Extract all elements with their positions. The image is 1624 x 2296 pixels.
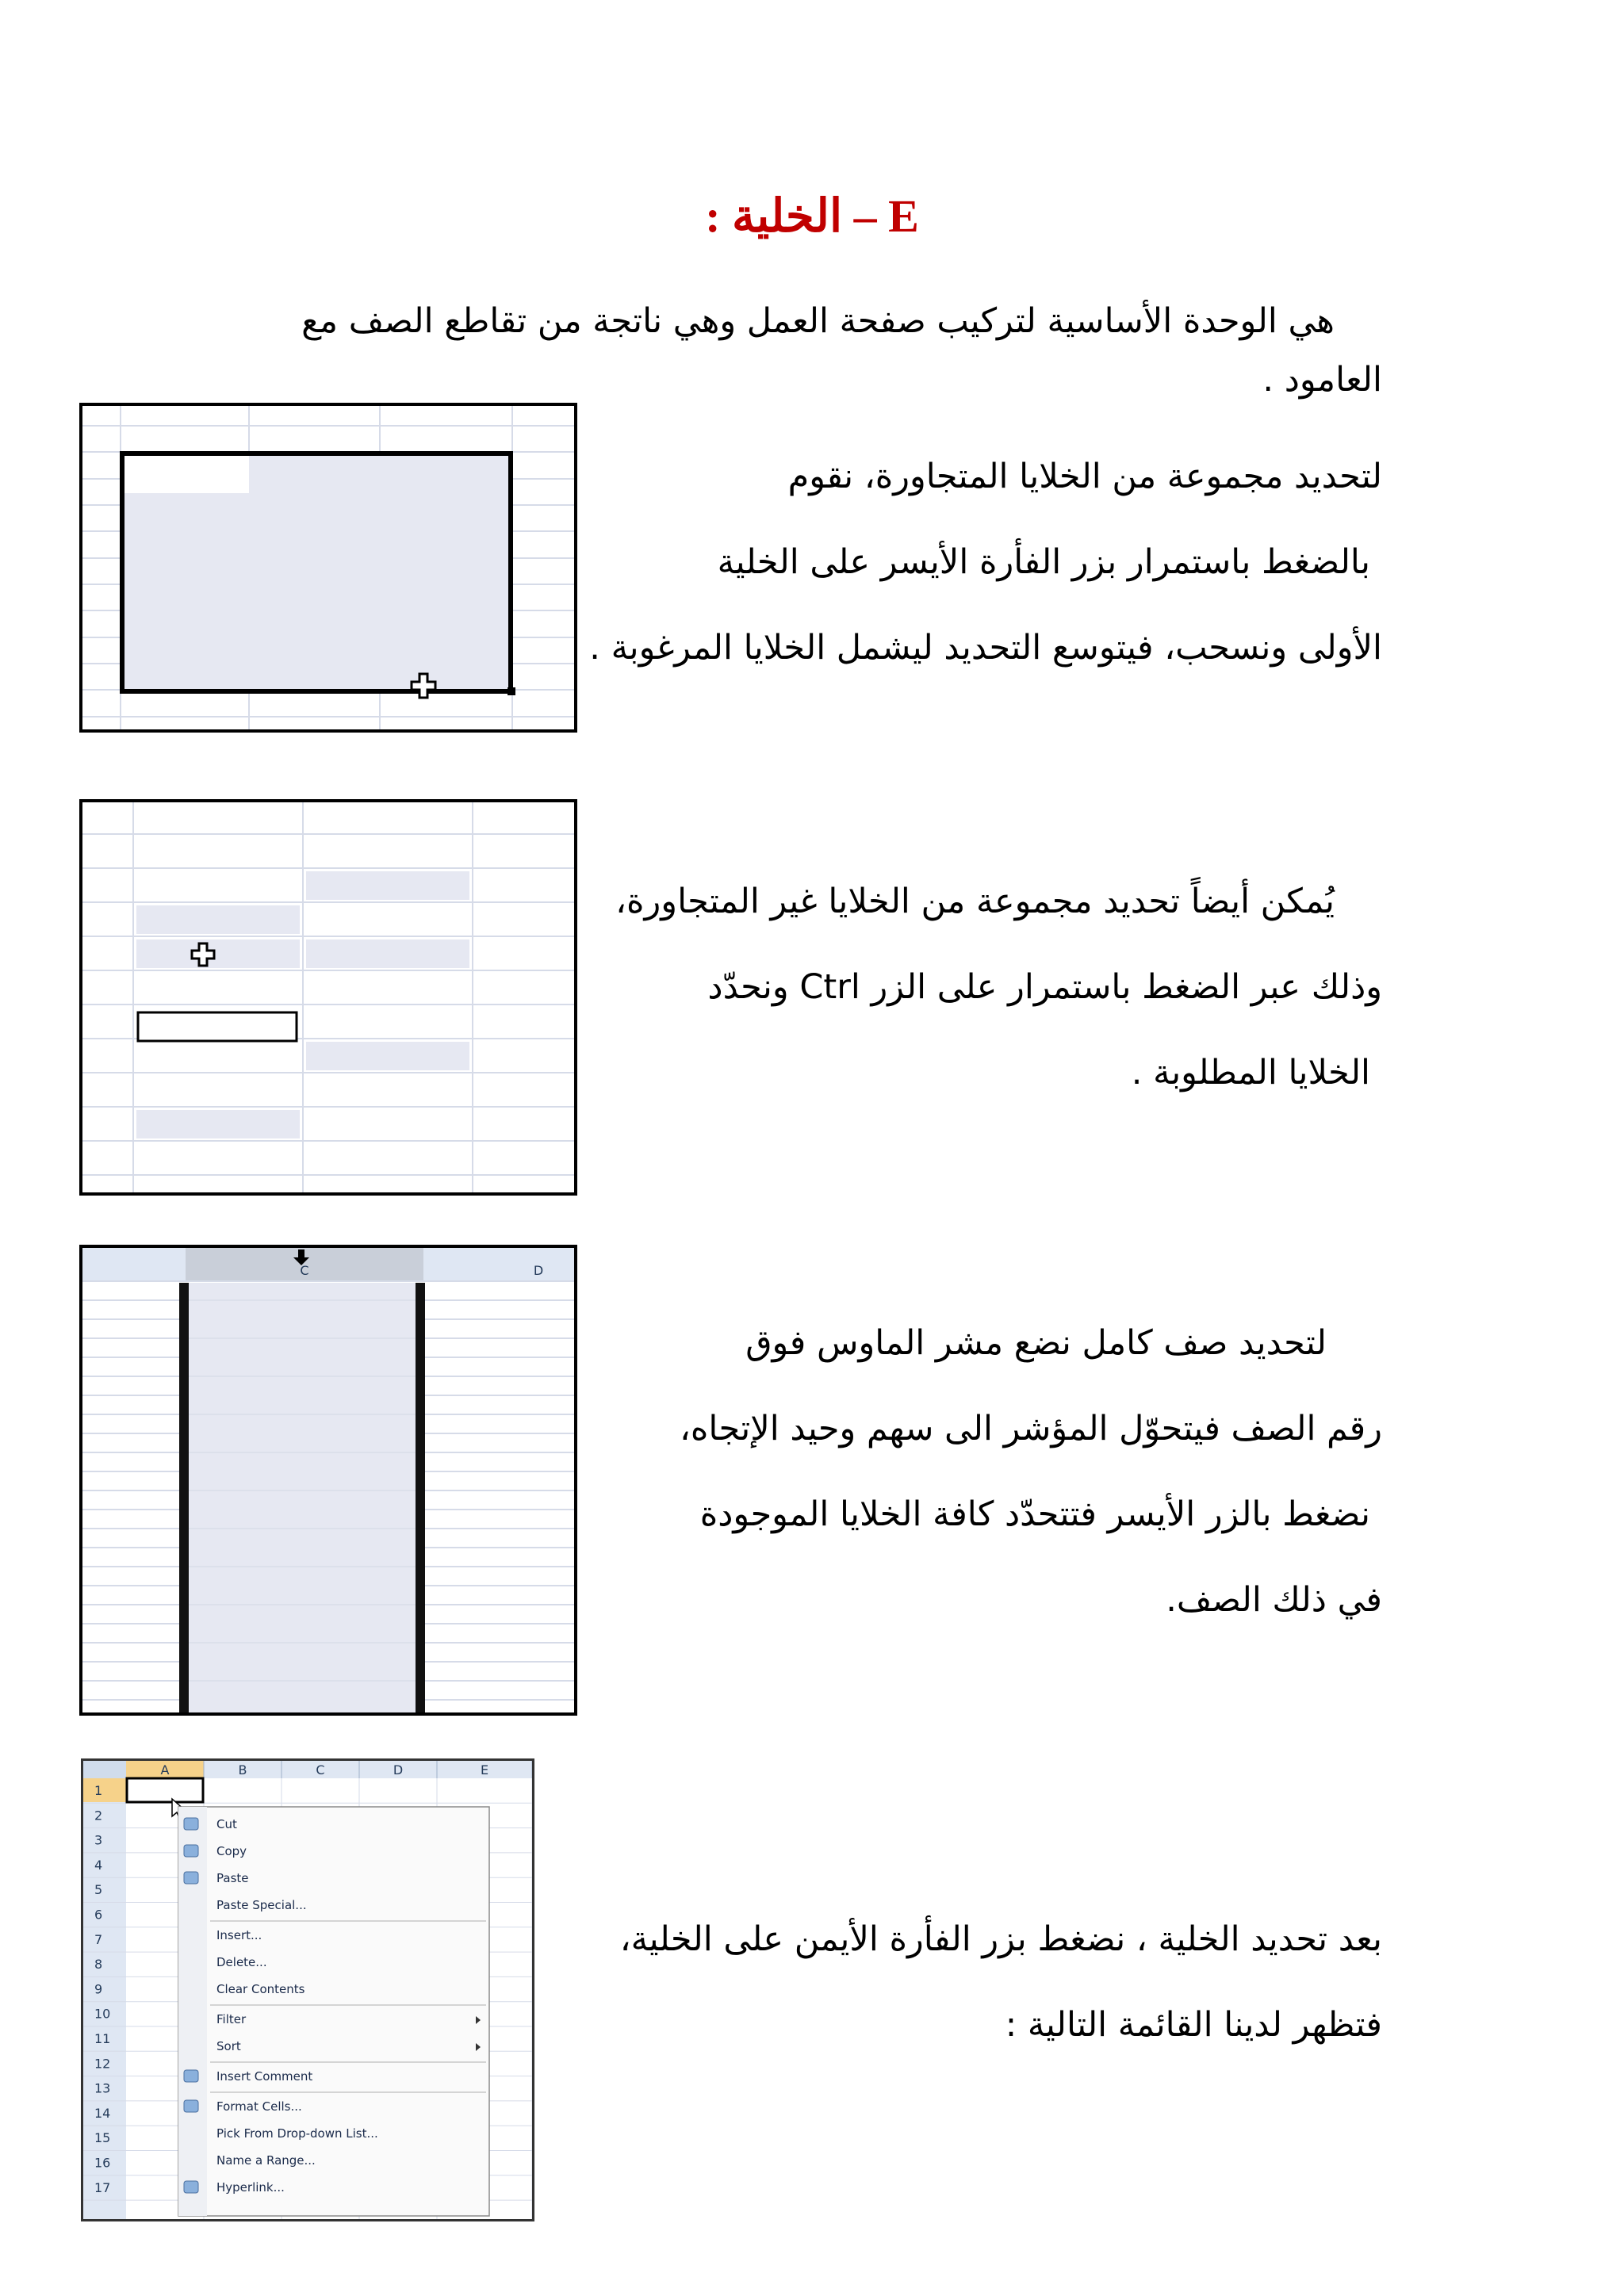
row-header-1-selected <box>83 1778 126 1802</box>
menu-item-label: Format Cells... <box>216 2099 302 2114</box>
row-header-15[interactable]: 15 <box>94 2130 111 2146</box>
column-header-b[interactable]: B <box>238 1762 247 1777</box>
column-header-c: C <box>300 1263 309 1278</box>
section2-line-1: يُمكن أيضاً تحديد مجموعة من الخلايا غير المتجاورة، <box>615 882 1335 921</box>
row-header-5[interactable]: 5 <box>94 1882 103 1898</box>
menu-item-label: Paste Special... <box>216 1898 307 1912</box>
row-header-10[interactable]: 10 <box>94 2006 111 2022</box>
menu-item-insert[interactable] <box>216 1928 262 1942</box>
row-header-4[interactable]: 4 <box>94 1857 103 1873</box>
row-header-9[interactable]: 9 <box>94 1981 103 1997</box>
menu-item-label: Paste <box>216 1871 249 1885</box>
copy-icon <box>184 1845 198 1857</box>
selected-column <box>187 1283 417 1712</box>
excel-context-menu-illustration <box>83 1761 532 2219</box>
figure-contiguous-selection <box>79 403 577 733</box>
menu-item-label: Pick From Drop-down List... <box>216 2126 378 2141</box>
row-header-1[interactable]: 1 <box>94 1783 103 1798</box>
column-header-d[interactable]: D <box>393 1762 404 1777</box>
format-cells-icon <box>184 2100 198 2112</box>
context-menu <box>178 1807 489 2216</box>
menu-item-label: Hyperlink... <box>216 2180 285 2195</box>
active-cell <box>138 1012 297 1041</box>
row-header-7[interactable]: 7 <box>94 1931 103 1947</box>
menu-item-label: Copy <box>216 1844 247 1858</box>
section2-line-2: وذلك عبر الضغط باستمرار على الزر Ctrl ونحدّد <box>707 967 1382 1007</box>
section3-line-1: لتحديد صف كامل نضع مشر الماوس فوق <box>745 1323 1327 1363</box>
section2-line-3: الخلايا المطلوبة . <box>1131 1053 1370 1093</box>
menu-item-clear-contents[interactable] <box>216 1982 305 1996</box>
figure-column-selection <box>79 1245 577 1716</box>
menu-item-paste-special[interactable] <box>216 1898 307 1912</box>
contiguous-selection-illustration <box>82 406 574 729</box>
menu-item-paste[interactable] <box>184 1871 249 1885</box>
menu-item-label: Insert... <box>216 1928 262 1942</box>
fill-handle <box>508 687 515 695</box>
menu-item-label: Filter <box>216 2012 247 2026</box>
row-header-6[interactable]: 6 <box>94 1907 103 1923</box>
section4-line-2: فتظهر لدينا القائمة التالية : <box>1005 2005 1382 2045</box>
figure-context-menu <box>81 1758 534 2221</box>
row-header-8[interactable]: 8 <box>94 1957 103 1973</box>
hyperlink-icon <box>184 2181 198 2193</box>
menu-item-label: Name a Range... <box>216 2153 316 2168</box>
comment-icon <box>184 2070 198 2082</box>
menu-item-name-a-range[interactable] <box>216 2153 316 2168</box>
menu-item-label: Cut <box>216 1817 237 1831</box>
menu-item-pick-from-drop-down-list[interactable] <box>216 2126 378 2141</box>
row-header-11[interactable]: 11 <box>94 2031 111 2046</box>
row-header-17[interactable]: 17 <box>94 2179 111 2195</box>
section3-line-3: نضغط بالزر الأيسر فتتحدّد كافة الخلايا الموجودة <box>699 1494 1370 1534</box>
active-cell-a1 <box>127 1778 203 1802</box>
scissors-icon <box>184 1818 198 1830</box>
column-header-c[interactable]: C <box>316 1762 325 1777</box>
paste-icon <box>184 1872 198 1884</box>
noncontiguous-selection-illustration <box>82 802 574 1192</box>
section4-line-1: بعد تحديد الخلية ، نضغط بزر الفأرة الأيمن على الخلية، <box>619 1919 1382 1959</box>
figure-noncontiguous-selection <box>79 799 577 1196</box>
column-header-a[interactable]: A <box>160 1762 170 1777</box>
section3-line-4: في ذلك الصف. <box>1166 1580 1382 1620</box>
intro-line-1: هي الوحدة الأساسية لتركيب صفحة العمل وهي ناتجة من تقاطع الصف مع <box>301 301 1335 341</box>
column-header-d: D <box>533 1263 544 1278</box>
menu-item-label: Sort <box>216 2039 241 2053</box>
section1-line-1: لتحديد مجموعة من الخلايا المتجاورة، نقوم <box>787 457 1382 496</box>
menu-item-delete[interactable] <box>216 1955 267 1969</box>
row-header-14[interactable]: 14 <box>94 2105 111 2121</box>
section3-line-2: رقم الصف فيتحوّل المؤشر الى سهم وحيد الإتجاه، <box>679 1409 1382 1448</box>
intro-line-2: العامود . <box>1262 360 1382 400</box>
menu-item-label: Insert Comment <box>216 2069 313 2084</box>
active-cell <box>122 453 249 493</box>
section-title: E – الخلية : <box>705 190 919 242</box>
menu-item-label: Clear Contents <box>216 1982 305 1996</box>
row-header-16[interactable]: 16 <box>94 2155 111 2171</box>
column-left-border <box>179 1283 189 1712</box>
column-header-e[interactable]: E <box>480 1762 489 1777</box>
column-selection-illustration <box>82 1248 574 1712</box>
row-header-12[interactable]: 12 <box>94 2056 111 2072</box>
menu-item-label: Delete... <box>216 1955 267 1969</box>
row-header-2[interactable]: 2 <box>94 1808 103 1823</box>
row-header-13[interactable]: 13 <box>94 2080 111 2096</box>
column-right-border <box>416 1283 425 1712</box>
row-header-3[interactable]: 3 <box>94 1832 103 1848</box>
section1-line-2: بالضغط باستمرار بزر الفأرة الأيسر على الخلية <box>717 542 1370 582</box>
section1-line-3: الأولى ونسحب، فيتوسع التحديد ليشمل الخلايا المرغوبة . <box>589 628 1382 668</box>
intro-paragraph <box>34 292 1382 409</box>
